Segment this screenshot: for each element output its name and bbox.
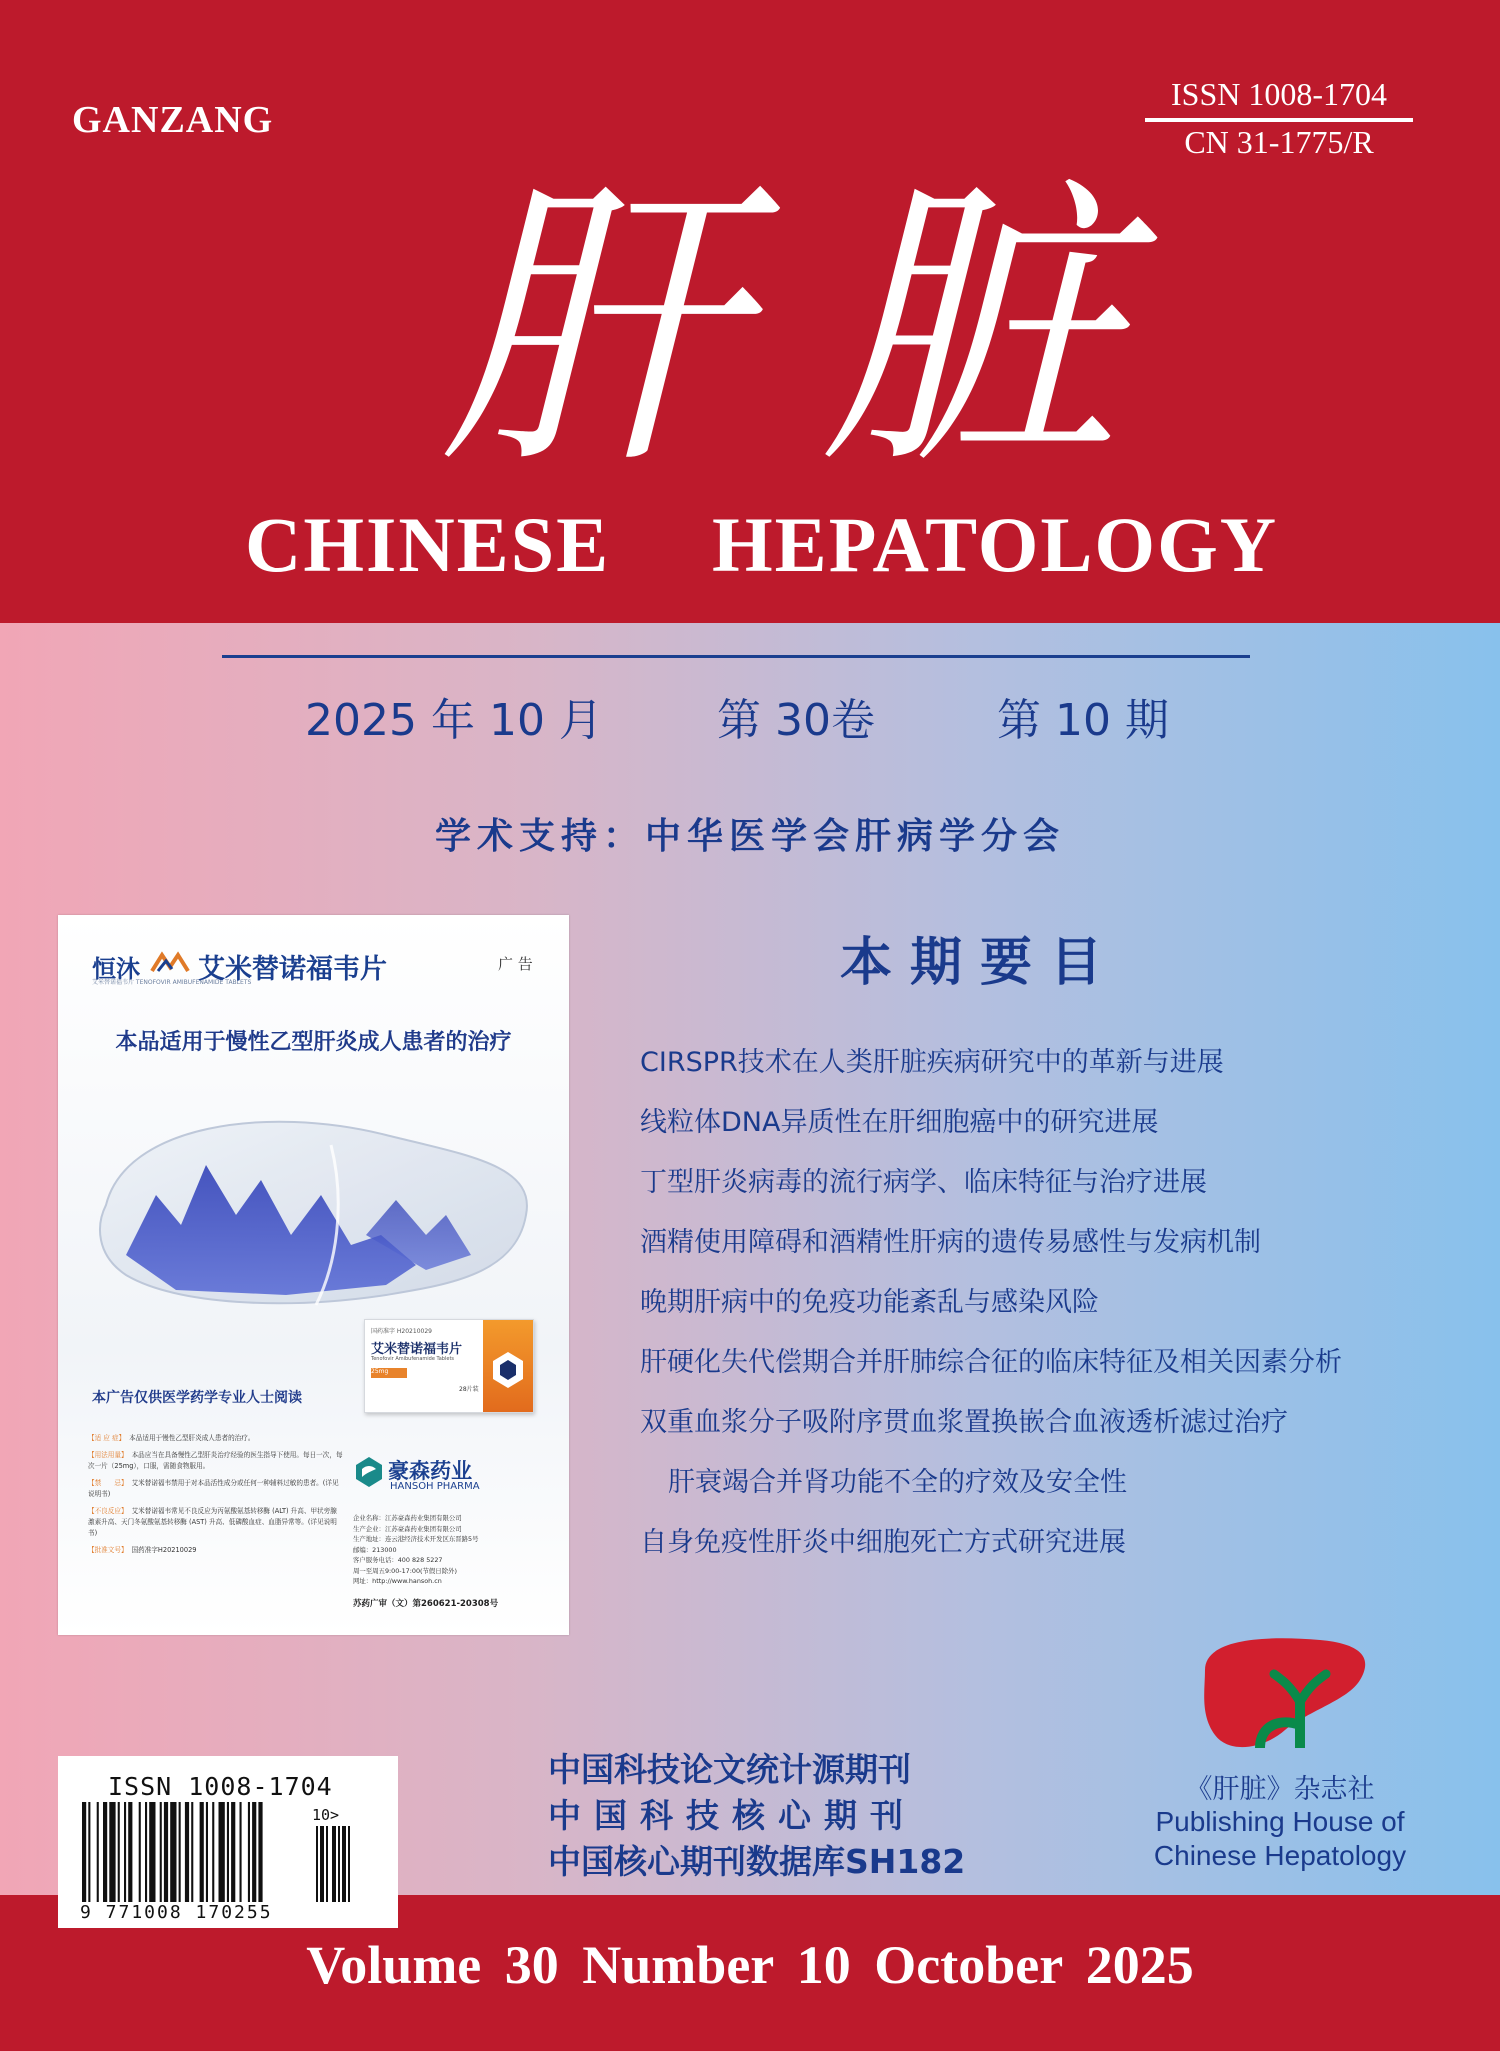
calligraphy-char-1: 肝	[440, 155, 740, 504]
contents-item: 双重血浆分子吸附序贯血浆置换嵌合血液透析滤过治疗	[640, 1407, 1288, 1438]
english-title-word-2: HEPATOLOGY	[712, 501, 1279, 588]
ad-company-name: 豪森药业	[388, 1459, 472, 1483]
contents-item: 丁型肝炎病毒的流行病学、临床特征与治疗进展	[640, 1167, 1207, 1198]
academic-support: 学术支持：中华医学会肝病学分会	[434, 815, 1065, 857]
journal-pinyin: GANZANG	[72, 99, 274, 141]
index-line-2: 中国科技核心期刊	[548, 1796, 916, 1835]
contents-title: 本期要目	[840, 933, 1121, 993]
cn-label: CN 31-1775/R	[1184, 124, 1374, 160]
medicine-box-english: Tenofovir Amibufenamide Tablets	[371, 1356, 455, 1362]
barcode-number: 9 771008 170255	[80, 1902, 273, 1923]
contents-item: CIRSPR技术在人类肝脏疾病研究中的革新与进展	[640, 1047, 1224, 1078]
issue-date: 2025 年 10 月	[305, 695, 603, 746]
ad-info-list	[88, 1433, 343, 1562]
ad-info-label: 【禁 忌】	[88, 1479, 128, 1487]
ad-company-english: HANSOH PHARMA	[390, 1481, 480, 1492]
ad-company-info	[353, 1513, 553, 1587]
ad-info-row	[88, 1545, 343, 1556]
ad-company-line: 网址：http://www.hansoh.cn	[353, 1577, 442, 1585]
ad-company-line: 邮编：213000	[353, 1545, 397, 1554]
ad-company-line: 生产地址：连云港经济技术开发区东晋路5号	[353, 1535, 479, 1543]
ad-tag: 广 告	[498, 955, 533, 973]
ad-info-row	[88, 1506, 343, 1539]
issue-number: 第 10 期	[997, 695, 1169, 746]
ad-info-row	[88, 1433, 343, 1444]
ad-info-row	[88, 1450, 343, 1472]
medicine-box-count: 28片装	[459, 1386, 479, 1393]
ad-info-text: 艾米替诺福韦禁用于对本品活性成分或任何一种辅料过敏的患者。(详见说明书)	[88, 1479, 339, 1498]
mountain-logo-icon	[150, 949, 190, 975]
medicine-box-accent	[483, 1320, 533, 1412]
ad-product-name: 艾米替诺福韦片	[198, 954, 387, 985]
barcode-addon: 10>	[312, 1806, 340, 1824]
ad-info-label: 【适 应 症】	[88, 1434, 126, 1442]
english-title	[0, 500, 1500, 590]
ad-info-text: 国药准字H20210029	[131, 1546, 197, 1554]
index-listing	[548, 1747, 968, 1885]
contents-item: 晚期肝病中的免疫功能紊乱与感染风险	[640, 1287, 1099, 1318]
ad-info-text: 艾米替诺福韦常见不良反应为丙氨酸氨基转移酶 (ALT) 升高、甲状旁腺激素升高、天门冬氨酸氨基转移酶 (AST) 升高、低磷酸血症、血脂异常等。(详见说明书)	[88, 1507, 337, 1537]
ad-info-text: 本品应当在具备慢性乙型肝炎治疗经验的医生指导下使用。每日一次，每次一片（25mg），口服，需随食物服用。	[88, 1451, 343, 1470]
publisher-name-cn: 《肝脏》杂志社	[1185, 1774, 1375, 1805]
english-title-word-1: CHINESE	[245, 501, 611, 588]
publisher-name-en-1: Publishing House of	[1155, 1806, 1405, 1837]
barcode-issn: ISSN 1008-1704	[108, 1772, 333, 1801]
ad-company-line: 周一至周五9:00-17:00(节假日除外)	[353, 1566, 457, 1575]
ad-info-label: 【不良反应】	[88, 1507, 128, 1515]
ad-info-text: 本品适用于慢性乙型肝炎成人患者的治疗。	[129, 1434, 255, 1442]
ad-brand-name: 恒沐	[92, 955, 140, 983]
issue-divider	[222, 655, 1250, 658]
ad-approval-number: 苏药广审（文）第260621-20308号	[353, 1599, 499, 1609]
ad-company-line: 客户服务电话：400 828 5227	[353, 1556, 443, 1564]
hexagon-icon	[483, 1320, 533, 1412]
ad-company-line: 企业名称：江苏豪森药业集团有限公司	[353, 1514, 462, 1522]
barcode-block	[58, 1756, 398, 1928]
ad-company-line: 生产企业：江苏豪森药业集团有限公司	[353, 1524, 462, 1533]
liver-illustration-icon	[86, 1085, 546, 1335]
medicine-box-dose: 25mg	[371, 1368, 407, 1378]
issue-volume: 第 30卷	[717, 695, 875, 746]
ad-info-label: 【用法用量】	[88, 1451, 128, 1459]
issn-divider	[1145, 118, 1413, 122]
contents-item: 酒精使用障碍和酒精性肝病的遗传易感性与发病机制	[640, 1227, 1261, 1258]
contents-item: 肝衰竭合并肾功能不全的疗效及安全性	[668, 1467, 1127, 1498]
contents-item: 线粒体DNA异质性在肝细胞癌中的研究进展	[640, 1107, 1159, 1138]
footer-volume-line: Volume 30 Number 10 October 2025	[306, 1935, 1194, 1995]
issn-label: ISSN 1008-1704	[1170, 76, 1387, 112]
calligraphy-title	[440, 155, 1120, 504]
contents-item: 肝硬化失代偿期合并肝肺综合征的临床特征及相关因素分析	[640, 1347, 1342, 1378]
hansoh-logo-icon	[352, 1455, 386, 1489]
index-line-3: 中国核心期刊数据库SH182	[548, 1842, 966, 1881]
calligraphy-char-2: 脏	[820, 155, 1120, 504]
medicine-box-name: 艾米替诺福韦片	[371, 1342, 463, 1357]
ad-info-row	[88, 1478, 343, 1500]
ad-headline: 本品适用于慢性乙型肝炎成人患者的治疗	[115, 1030, 512, 1055]
publisher-name-en-2: Chinese Hepatology	[1153, 1840, 1407, 1871]
medicine-box-approval: 国药准字 H20210029	[371, 1328, 432, 1335]
ad-brand-subtitle: 艾米替诺福韦片 TENOFOVIR AMIBUFENAMIDE TABLETS	[92, 979, 252, 986]
liver-logo-icon	[1190, 1630, 1370, 1760]
advertisement-panel	[58, 915, 569, 1635]
medicine-box	[364, 1319, 534, 1413]
contents-item: 自身免疫性肝炎中细胞死亡方式研究进展	[640, 1527, 1126, 1558]
ad-info-label: 【批准文号】	[88, 1546, 128, 1554]
ad-notice: 本广告仅供医学药学专业人士阅读	[92, 1390, 302, 1406]
index-line-1: 中国科技论文统计源期刊	[548, 1750, 911, 1789]
